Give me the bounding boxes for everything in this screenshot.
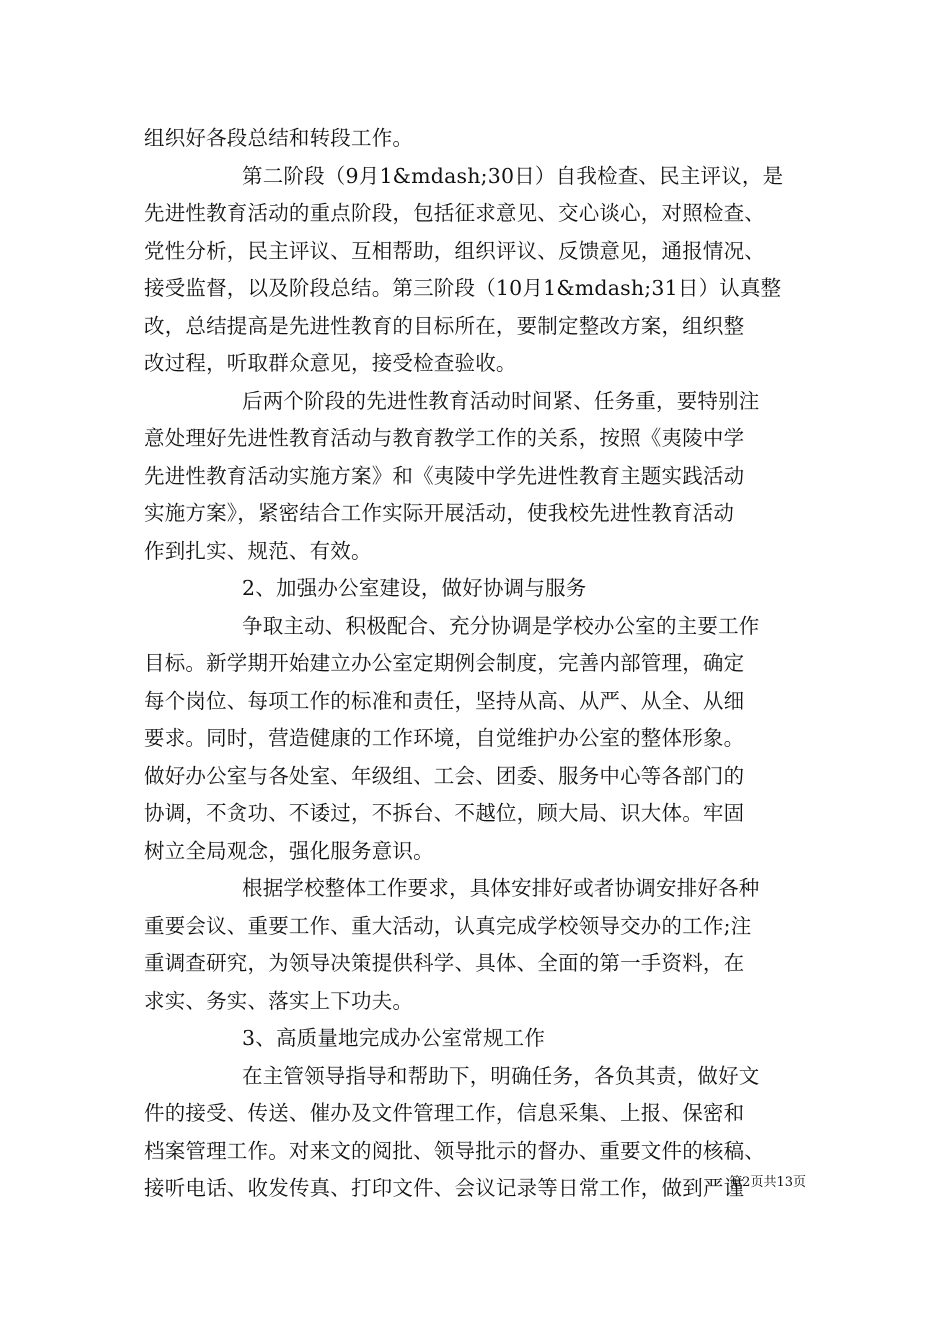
text-line: 实施方案》，紧密结合工作实际开展活动，使我校先进性教育活动 xyxy=(144,501,735,525)
text-line: 协调，不贪功、不诿过，不拆台、不越位，顾大局、识大体。牢固 xyxy=(144,801,745,825)
text-line: 意处理好先进性教育活动与教育教学工作的关系，按照《夷陵中学 xyxy=(144,426,745,450)
text-line: 作到扎实、规范、有效。 xyxy=(144,538,372,563)
text-line: 根据学校整体工作要求，具体安排好或者协调安排好各种 xyxy=(242,876,760,900)
text-line: 目标。新学期开始建立办公室定期例会制度，完善内部管理，确定 xyxy=(144,651,745,675)
text-line: 2、加强办公室建设，做好协调与服务 xyxy=(242,576,587,600)
page-number-footer: 第2页共13页 xyxy=(729,1175,806,1190)
text-line: 在主管领导指导和帮助下，明确任务，各负其责，做好文 xyxy=(242,1063,760,1088)
text-line: 3、高质量地完成办公室常规工作 xyxy=(242,1026,546,1050)
text-line: 重调查研究，为领导决策提供科学、具体、全面的第一手资料，在 xyxy=(144,951,745,975)
text-line: 接受监督，以及阶段总结。第三阶段（10月1&mdash;31日）认真整 xyxy=(144,276,782,300)
text-line: 组织好各段总结和转段工作。 xyxy=(144,126,414,150)
text-line: 重要会议、重要工作、重大活动，认真完成学校领导交办的工作;注 xyxy=(144,913,752,938)
text-line: 要求。同时，营造健康的工作环境，自觉维护办公室的整体形象。 xyxy=(144,726,745,750)
text-line: 每个岗位、每项工作的标准和责任，坚持从高、从严、从全、从细 xyxy=(144,688,745,713)
text-line: 求实、务实、落实上下功夫。 xyxy=(144,988,414,1013)
text-line: 第二阶段（9月1&mdash;30日）自我检查、民主评议，是 xyxy=(242,163,784,188)
text-line: 接听电话、收发传真、打印文件、会议记录等日常工作，做到严谨 xyxy=(144,1176,745,1200)
text-line: 档案管理工作。对来文的阅批、领导批示的督办、重要文件的核稿、 xyxy=(144,1138,765,1163)
text-line: 争取主动、积极配合、充分协调是学校办公室的主要工作 xyxy=(242,613,760,638)
text-line: 改过程，听取群众意见，接受检查验收。 xyxy=(144,351,517,375)
text-line: 件的接受、传送、催办及文件管理工作，信息采集、上报、保密和 xyxy=(144,1101,745,1125)
text-line: 改，总结提高是先进性教育的目标所在，要制定整改方案，组织整 xyxy=(144,313,745,338)
text-line: 后两个阶段的先进性教育活动时间紧、任务重，要特别注 xyxy=(242,388,760,413)
text-line: 先进性教育活动的重点阶段，包括征求意见、交心谈心，对照检查、 xyxy=(144,201,765,225)
text-line: 树立全局观念，强化服务意识。 xyxy=(144,838,434,863)
body-text xyxy=(144,120,816,1208)
text-line: 党性分析，民主评议、互相帮助，组织评议、反馈意见，通报情况、 xyxy=(144,238,765,263)
text-line: 先进性教育活动实施方案》和《夷陵中学先进性教育主题实践活动 xyxy=(144,463,745,488)
text-line: 做好办公室与各处室、年级组、工会、团委、服务中心等各部门的 xyxy=(144,763,745,788)
